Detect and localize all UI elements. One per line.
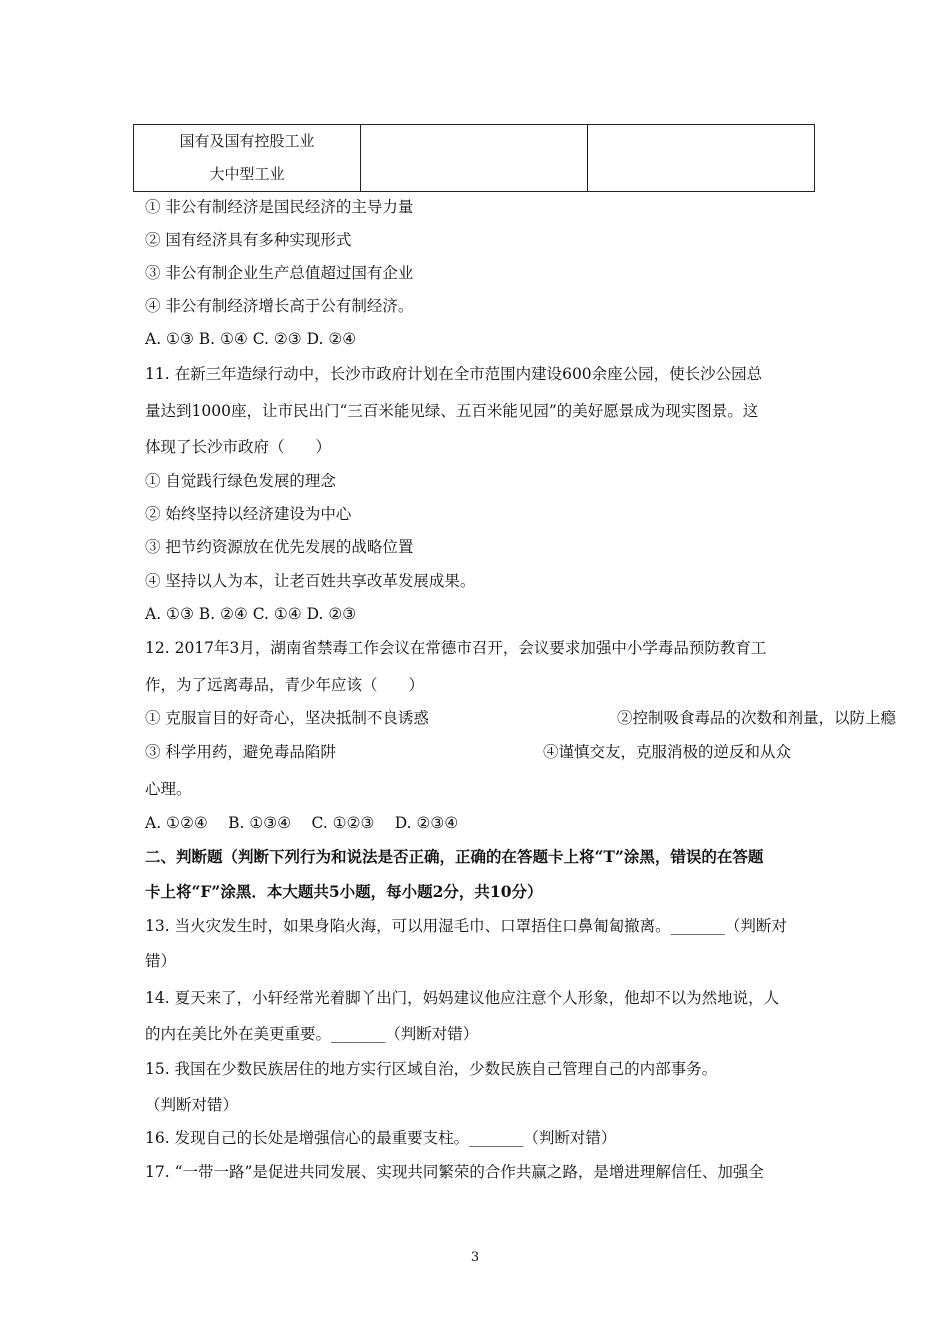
page-number: 3: [470, 1250, 480, 1265]
table-row-label-line2: 大中型工业: [209, 165, 285, 183]
q11-option-1: ① 自觉践行绿色发展的理念: [145, 472, 336, 490]
q12-option-2: ②控制吸食毒品的次数和剂量，以防上瘾: [617, 709, 897, 727]
q15-line2: （判断对错）: [145, 1096, 239, 1114]
data-table: [133, 124, 815, 192]
q14-line2: 的内在美比外在美更重要。_______（判断对错）: [145, 1025, 479, 1043]
q16-line1: 16. 发现自己的长处是增强信心的最重要支柱。_______（判断对错）: [145, 1129, 617, 1147]
section2-title-line2: 卡上将“F”涂黑．本大题共5小题，每小题2分，共10分）: [145, 882, 543, 901]
q13-line1: 13. 当火灾发生时，如果身陷火海，可以用湿毛巾、口罩捂住口鼻匍匐撤离。_______（判断对: [145, 917, 787, 935]
q10-option-3: ③ 非公有制企业生产总值超过国有企业: [145, 264, 414, 282]
table-row: [134, 125, 815, 192]
table-cell-2: [361, 125, 588, 192]
table-row-label: [134, 125, 361, 192]
q10-choices: A. ①③ B. ①④ C. ②③ D. ②④: [145, 330, 357, 348]
q12-stem-line2: 作，为了远离毒品，青少年应该（ ）: [145, 676, 425, 694]
table-row-label-line1: 国有及国有控股工业: [179, 132, 315, 150]
q12-options-row2: [145, 742, 813, 762]
q15-line1: 15. 我国在少数民族居住的地方实行区域自治，少数民族自己管理自己的内部事务。: [145, 1060, 718, 1078]
q11-option-4: ④ 坚持以人为本，让老百姓共享改革发展成果。: [145, 572, 476, 590]
q11-stem-line2: 量达到1000座，让市民出门“三百米能见绿、五百米能见园”的美好愿景成为现实图景。这: [145, 402, 759, 420]
q12-stem-line1: 12. 2017年3月，湖南省禁毒工作会议在常德市召开，会议要求加强中小学毒品预防教育工: [145, 639, 767, 657]
q12-option-3: ③ 科学用药，避免毒品陷阱: [145, 743, 336, 761]
q17-line1: 17. “一带一路”是促进共同发展、实现共同繁荣的合作共赢之路，是增进理解信任、加强全: [145, 1163, 764, 1181]
q12-choices: A. ①②④ B. ①③④ C. ①②③ D. ②③④: [145, 814, 459, 832]
q10-option-2: ② 国有经济具有多种实现形式: [145, 231, 352, 249]
q11-stem-line1: 11. 在新三年造绿行动中，长沙市政府计划在全市范围内建设600余座公园，使长沙公园总: [145, 365, 763, 383]
q10-option-4: ④ 非公有制经济增长高于公有制经济。: [145, 297, 414, 315]
q12-option-4-cont: 心理。: [145, 780, 192, 798]
table-cell-3: [588, 125, 815, 192]
q10-option-1: ① 非公有制经济是国民经济的主导力量: [145, 198, 414, 216]
q12-options-row1: [145, 708, 897, 728]
section2-title-line1: 二、判断题（判断下列行为和说法是否正确，正确的在答题卡上将“T”涂黑，错误的在答题: [145, 847, 764, 866]
q13-line2: 错）: [145, 952, 177, 970]
q11-option-3: ③ 把节约资源放在优先发展的战略位置: [145, 538, 414, 556]
q12-option-4: ④谨慎交友，克服消极的逆反和从众: [543, 743, 792, 761]
q14-line1: 14. 夏天来了，小轩经常光着脚丫出门，妈妈建议他应注意个人形象，他却不以为然地说，人: [145, 989, 780, 1007]
q12-option-1: ① 克服盲目的好奇心，坚决抵制不良诱惑: [145, 709, 429, 727]
q11-stem-line3: 体现了长沙市政府（ ）: [145, 438, 332, 456]
q11-option-2: ② 始终坚持以经济建设为中心: [145, 505, 352, 523]
q11-choices: A. ①③ B. ②④ C. ①④ D. ②③: [145, 605, 357, 623]
